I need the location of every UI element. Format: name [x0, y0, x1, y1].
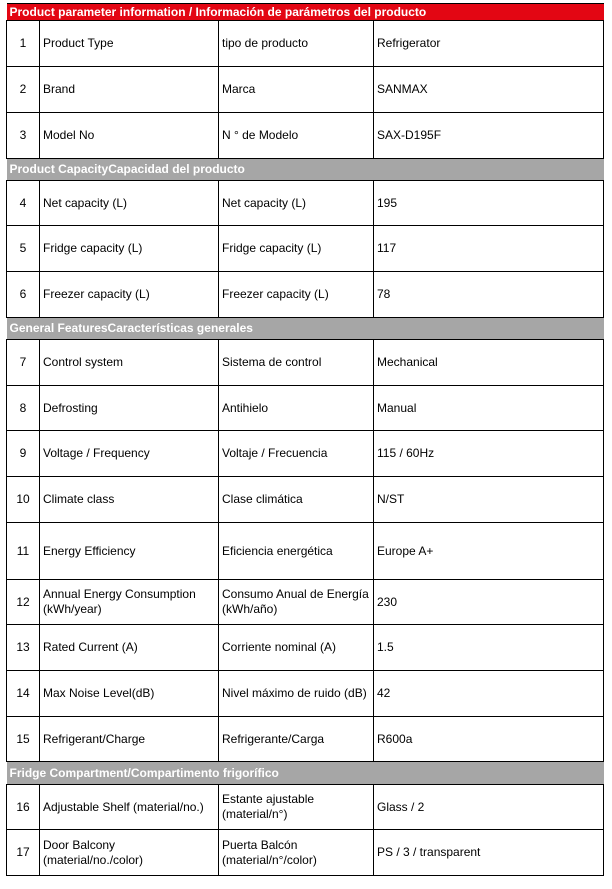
parameter-english: Control system [40, 340, 219, 386]
section-title: Product parameter information / Información de parámetros del producto [7, 4, 604, 21]
table-row [7, 785, 604, 830]
row-number: 5 [7, 226, 40, 272]
row-number: 8 [7, 386, 40, 431]
parameter-spanish: Clase climática [219, 477, 374, 523]
parameter-english: Product Type [40, 21, 219, 67]
row-number: 17 [7, 830, 40, 876]
table-row [7, 431, 604, 477]
table-row [7, 67, 604, 113]
table-row [7, 477, 604, 523]
parameter-value: 195 [374, 181, 604, 226]
parameter-spanish: Fridge capacity (L) [219, 226, 374, 272]
parameter-spanish: Freezer capacity (L) [219, 272, 374, 318]
row-number: 14 [7, 671, 40, 717]
parameter-spanish: Net capacity (L) [219, 181, 374, 226]
row-number: 6 [7, 272, 40, 318]
parameter-value: 1.5 [374, 625, 604, 671]
parameter-value: 117 [374, 226, 604, 272]
parameter-english: Climate class [40, 477, 219, 523]
table-row [7, 340, 604, 386]
parameter-value: SANMAX [374, 67, 604, 113]
parameter-value: PS / 3 / transparent [374, 830, 604, 876]
table-row [7, 226, 604, 272]
parameter-english: Annual Energy Consumption (kWh/year) [40, 580, 219, 625]
row-number: 4 [7, 181, 40, 226]
section-header [7, 762, 604, 785]
parameter-english: Freezer capacity (L) [40, 272, 219, 318]
parameter-english: Fridge capacity (L) [40, 226, 219, 272]
parameter-value: Glass / 2 [374, 785, 604, 830]
table-row [7, 717, 604, 762]
parameter-spanish: Antihielo [219, 386, 374, 431]
section-header [7, 159, 604, 181]
parameter-english: Defrosting [40, 386, 219, 431]
row-number: 1 [7, 21, 40, 67]
table-row [7, 21, 604, 67]
parameter-spanish: tipo de producto [219, 21, 374, 67]
parameter-english: Net capacity (L) [40, 181, 219, 226]
parameter-spanish: Estante ajustable (material/n°) [219, 785, 374, 830]
section-header [7, 318, 604, 340]
table-row [7, 523, 604, 580]
table-row [7, 113, 604, 159]
parameter-value: 230 [374, 580, 604, 625]
parameter-english: Brand [40, 67, 219, 113]
parameter-value: Mechanical [374, 340, 604, 386]
parameter-value: N/ST [374, 477, 604, 523]
parameter-english: Rated Current (A) [40, 625, 219, 671]
row-number: 7 [7, 340, 40, 386]
parameter-spanish: Consumo Anual de Energía (kWh/año) [219, 580, 374, 625]
parameter-spanish: Marca [219, 67, 374, 113]
parameter-spanish: N ° de Modelo [219, 113, 374, 159]
parameter-spanish: Sistema de control [219, 340, 374, 386]
row-number: 13 [7, 625, 40, 671]
section-title: Product CapacityCapacidad del producto [7, 159, 604, 181]
parameter-english: Energy Efficiency [40, 523, 219, 580]
parameter-spanish: Voltaje / Frecuencia [219, 431, 374, 477]
row-number: 2 [7, 67, 40, 113]
row-number: 12 [7, 580, 40, 625]
parameter-english: Model No [40, 113, 219, 159]
parameter-value: 78 [374, 272, 604, 318]
table-row [7, 625, 604, 671]
table-row [7, 830, 604, 876]
row-number: 11 [7, 523, 40, 580]
table-row [7, 671, 604, 717]
parameter-value: 115 / 60Hz [374, 431, 604, 477]
parameter-value: Europe A+ [374, 523, 604, 580]
row-number: 16 [7, 785, 40, 830]
table-row [7, 580, 604, 625]
parameter-value: SAX-D195F [374, 113, 604, 159]
parameter-spanish: Nivel máximo de ruido (dB) [219, 671, 374, 717]
parameter-value: Refrigerator [374, 21, 604, 67]
parameter-spanish: Puerta Balcón (material/n°/color) [219, 830, 374, 876]
parameter-value: 42 [374, 671, 604, 717]
parameter-value: R600a [374, 717, 604, 762]
row-number: 15 [7, 717, 40, 762]
parameter-spanish: Refrigerante/Carga [219, 717, 374, 762]
table-row [7, 272, 604, 318]
table-row [7, 386, 604, 431]
parameter-english: Refrigerant/Charge [40, 717, 219, 762]
row-number: 9 [7, 431, 40, 477]
parameter-english: Adjustable Shelf (material/no.) [40, 785, 219, 830]
table-row [7, 181, 604, 226]
row-number: 10 [7, 477, 40, 523]
parameter-spanish: Eficiencia energética [219, 523, 374, 580]
parameter-english: Door Balcony (material/no./color) [40, 830, 219, 876]
parameter-value: Manual [374, 386, 604, 431]
product-parameter-table [6, 3, 604, 876]
section-title: General FeaturesCaracterísticas generales [7, 318, 604, 340]
parameter-english: Voltage / Frequency [40, 431, 219, 477]
row-number: 3 [7, 113, 40, 159]
parameter-spanish: Corriente nominal (A) [219, 625, 374, 671]
section-header [7, 4, 604, 21]
section-title: Fridge Compartment/Compartimento frigorífico [7, 762, 604, 785]
parameter-english: Max Noise Level(dB) [40, 671, 219, 717]
